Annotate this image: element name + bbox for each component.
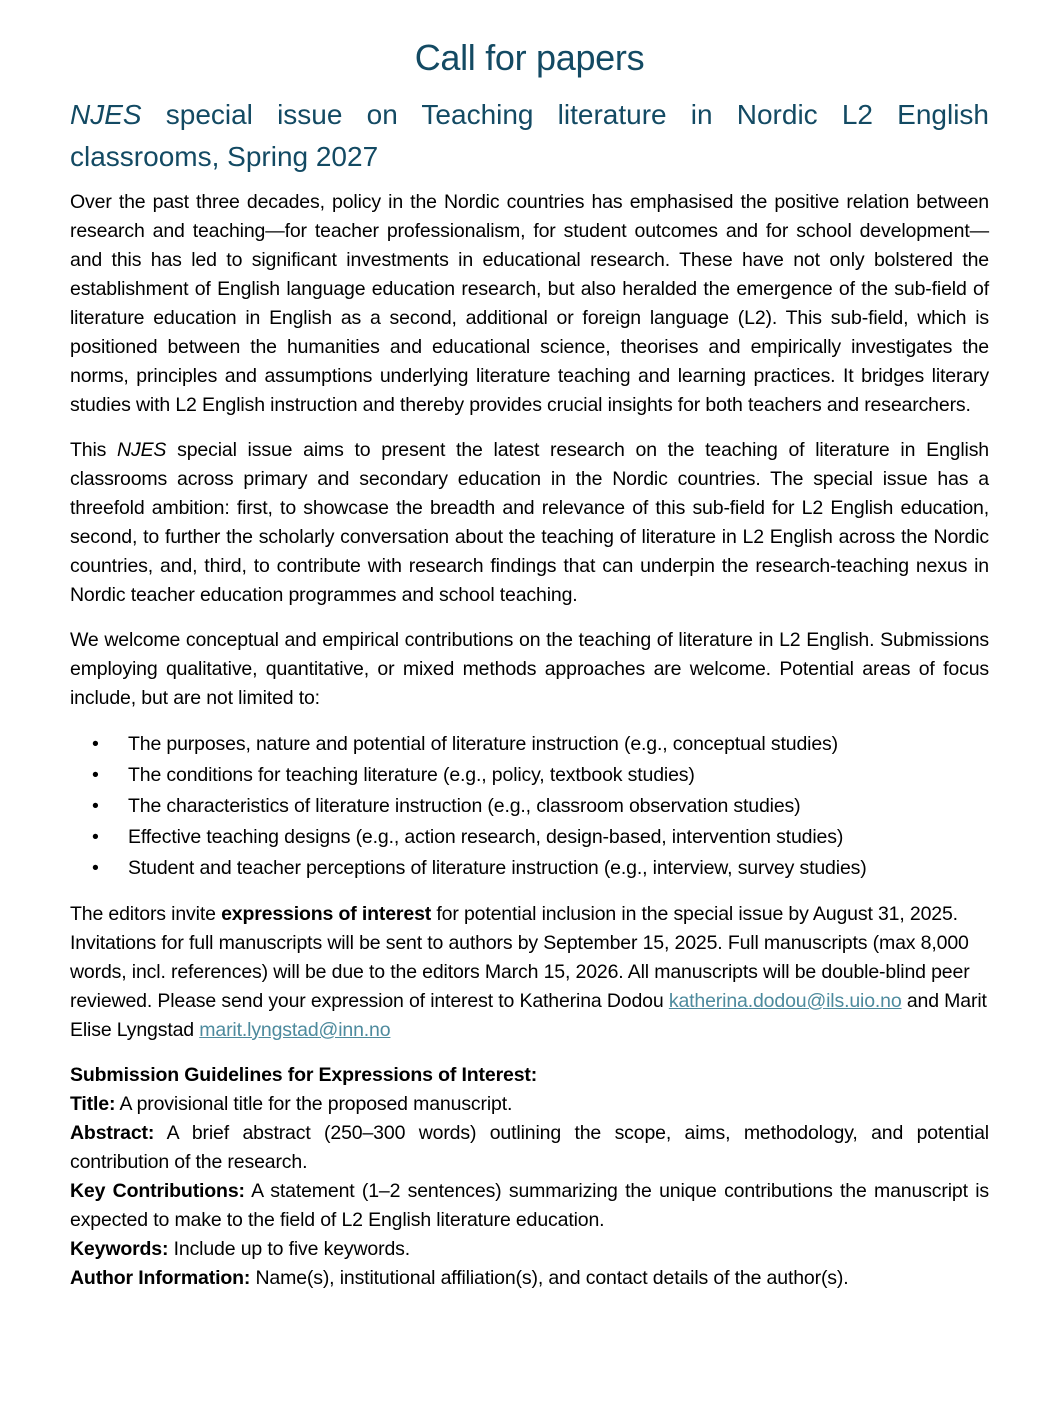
guideline-label: Keywords:	[70, 1238, 169, 1260]
aims-text: special issue aims to present the latest research on the teaching of literature in English classrooms across primary and secondary education in the Nordic countries. The special issue has a threefold ambition: first, to showcase the breadth and relevance of this sub-field for L2 English education, second, to further the scholarly conversation about the teaching of literature in L2 English across the Nordic countries, and, third, to contribute with research findings that can underpin the research-teaching nexus in Nordic teacher education programmes and school teaching.	[70, 439, 989, 606]
list-item	[70, 729, 989, 760]
aims-prefix: This	[70, 439, 118, 461]
bullet-icon: •	[92, 764, 99, 786]
guideline-label: Title:	[70, 1093, 116, 1115]
subtitle-text: special issue on Teaching literature in Nordic L2 English classrooms, Spring 2027	[70, 99, 989, 172]
conjunction-text: and Marit Elise Lyngstad	[70, 990, 987, 1041]
guideline-label: Abstract:	[70, 1122, 155, 1144]
list-item	[70, 822, 989, 853]
list-item	[70, 853, 989, 884]
email-link-lyngstad[interactable]: marit.lyngstad@inn.no	[199, 1019, 391, 1041]
list-item-text: The conditions for teaching literature (e.g., policy, textbook studies)	[128, 764, 695, 786]
guideline-text: A provisional title for the proposed manuscript.	[115, 1093, 513, 1115]
page-title: Call for papers	[414, 37, 645, 78]
intro-paragraph: Over the past three decades, policy in the Nordic countries has emphasised the positive relation between research and teaching—for teacher professionalism, for student outcomes and for school development—and this has led to significant investments in educational research. These have not only bolstered the establishment of English language education research, but also heralded the emergence of the sub-field of literature education in English as a second, additional or foreign language (L2). This sub-field, which is positioned between the humanities and educational science, theorises and empirically investigates the norms, principles and assumptions underlying literature teaching and learning practices. It bridges literary studies with L2 English instruction and thereby provides crucial insights for both teachers and researchers.	[70, 191, 989, 416]
guidelines-heading	[70, 1061, 989, 1090]
bullet-icon: •	[92, 826, 99, 848]
list-item-text: The purposes, nature and potential of literature instruction (e.g., conceptual studies)	[128, 733, 838, 755]
guidelines-heading-text: Submission Guidelines for Expressions of Interest:	[70, 1064, 538, 1086]
bullet-icon: •	[92, 733, 99, 755]
journal-name: NJES	[70, 99, 142, 130]
list-item-text: Effective teaching designs (e.g., action research, design-based, intervention studies)	[128, 826, 844, 848]
welcome-paragraph: We welcome conceptual and empirical contributions on the teaching of literature in L2 English. Submissions employing qualitative, quantitative, or mixed methods approaches are welcome. Potential areas of focus include, but are not limited to:	[70, 629, 989, 709]
list-item-text: The characteristics of literature instruction (e.g., classroom observation studies)	[128, 795, 801, 817]
guideline-text: A brief abstract (250–300 words) outlining the scope, aims, methodology, and potential contribution of the research.	[70, 1122, 989, 1173]
guideline-label: Author Information:	[70, 1267, 251, 1289]
journal-name: NJES	[117, 439, 167, 461]
aims-paragraph	[70, 436, 989, 610]
expressions-of-interest-emphasis: expressions of interest	[221, 903, 432, 925]
guideline-item-author-information	[70, 1264, 989, 1293]
list-item	[70, 791, 989, 822]
bullet-icon: •	[92, 857, 99, 879]
focus-areas-list	[70, 729, 989, 884]
submission-guidelines	[70, 1061, 989, 1293]
list-item	[70, 760, 989, 791]
guideline-item-title	[70, 1090, 989, 1119]
document-page	[70, 0, 989, 1293]
guideline-item-keywords	[70, 1235, 989, 1264]
deadlines-prefix: The editors invite	[70, 903, 222, 925]
email-link-dodou[interactable]: katherina.dodou@ils.uio.no	[668, 990, 902, 1012]
guideline-text: Include up to five keywords.	[168, 1238, 411, 1260]
guideline-text: A statement (1–2 sentences) summarizing the unique contributions the manuscript is expected to make to the field of L2 English literature education.	[70, 1180, 990, 1231]
guideline-item-key-contributions	[70, 1177, 989, 1235]
list-item-text: Student and teacher perceptions of literature instruction (e.g., interview, survey studies)	[128, 857, 867, 879]
guideline-item-abstract	[70, 1119, 989, 1177]
guideline-text: Name(s), institutional affiliation(s), and contact details of the author(s).	[250, 1267, 849, 1289]
deadlines-text: for potential inclusion in the special issue by August 31, 2025. Invitations for full manuscripts will be sent to authors by September 15, 2025. Full manuscripts (max 8,000 words, incl. references) will be due to the editors March 15, 2026. All manuscripts will be double-blind peer reviewed. Please send your expression of interest to Katherina Dodou	[70, 903, 970, 1012]
guideline-label: Key Contributions:	[70, 1180, 245, 1202]
page-subtitle	[70, 94, 989, 178]
deadlines-paragraph	[70, 900, 989, 1045]
bullet-icon: •	[92, 795, 99, 817]
